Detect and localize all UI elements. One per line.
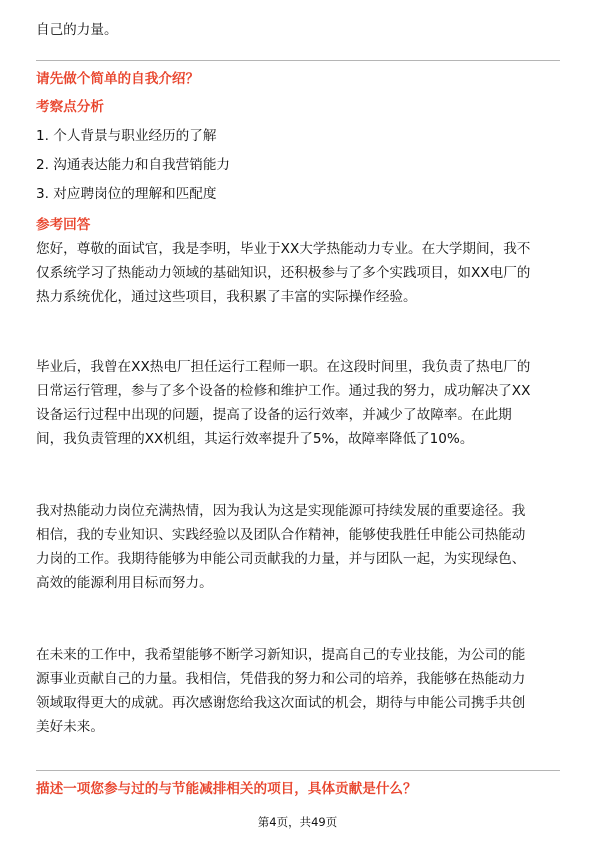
text-line: 力岗的工作。我期待能够为申能公司贡献我的力量，并与团队一起，为实现绿色、 — [36, 551, 526, 567]
analysis-item: 1. 个人背景与职业经历的了解 — [36, 128, 217, 144]
text-line: 自己的力量。 — [36, 22, 118, 38]
text-line: 您好，尊敬的面试官，我是李明，毕业于XX大学热能动力专业。在大学期间，我不 — [36, 241, 531, 257]
answer-paragraph — [36, 355, 561, 451]
answer-heading: 参考回答 — [36, 217, 91, 233]
text-line: 间，我负责管理的XX机组，其运行效率提升了5%，故障率降低了10%。 — [36, 431, 474, 447]
analysis-heading: 考察点分析 — [36, 99, 104, 115]
continued-paragraph-end — [36, 18, 561, 42]
text-line: 毕业后，我曾在XX热电厂担任运行工程师一职。在这段时间里，我负责了热电厂的 — [36, 359, 531, 375]
question-title: 请先做个简单的自我介绍？ — [36, 71, 200, 87]
text-line: 源事业贡献自己的力量。我相信，凭借我的努力和公司的培养，我能够在热能动力 — [36, 671, 526, 687]
analysis-item: 3. 对应聘岗位的理解和匹配度 — [36, 186, 217, 202]
answer-paragraph — [36, 237, 561, 309]
section-divider — [36, 770, 560, 771]
text-line: 美好未来。 — [36, 719, 104, 735]
answer-paragraph — [36, 643, 561, 739]
text-line: 在未来的工作中，我希望能够不断学习新知识，提高自己的专业技能，为公司的能 — [36, 647, 526, 663]
section-divider — [36, 60, 560, 61]
answer-paragraph — [36, 499, 561, 595]
text-line: 日常运行管理，参与了多个设备的检修和维护工作。通过我的努力，成功解决了XX — [36, 383, 531, 399]
text-line: 我对热能动力岗位充满热情，因为我认为这是实现能源可持续发展的重要途径。我 — [36, 503, 526, 519]
text-line: 设备运行过程中出现的问题，提高了设备的运行效率，并减少了故障率。在此期 — [36, 407, 512, 423]
text-line: 热力系统优化，通过这些项目，我积累了丰富的实际操作经验。 — [36, 289, 417, 305]
question-title: 描述一项您参与过的与节能减排相关的项目，具体贡献是什么？ — [36, 781, 417, 797]
text-line: 仅系统学习了热能动力领域的基础知识，还积极参与了多个实践项目，如XX电厂的 — [36, 265, 531, 281]
text-line: 相信，我的专业知识、实践经验以及团队合作精神，能够使我胜任申能公司热能动 — [36, 527, 526, 543]
text-line: 高效的能源利用目标而努力。 — [36, 575, 213, 591]
page-number: 第4页，共49页 — [257, 815, 338, 829]
analysis-item: 2. 沟通表达能力和自我营销能力 — [36, 157, 231, 173]
text-line: 领域取得更大的成就。再次感谢您给我这次面试的机会，期待与申能公司携手共创 — [36, 695, 526, 711]
